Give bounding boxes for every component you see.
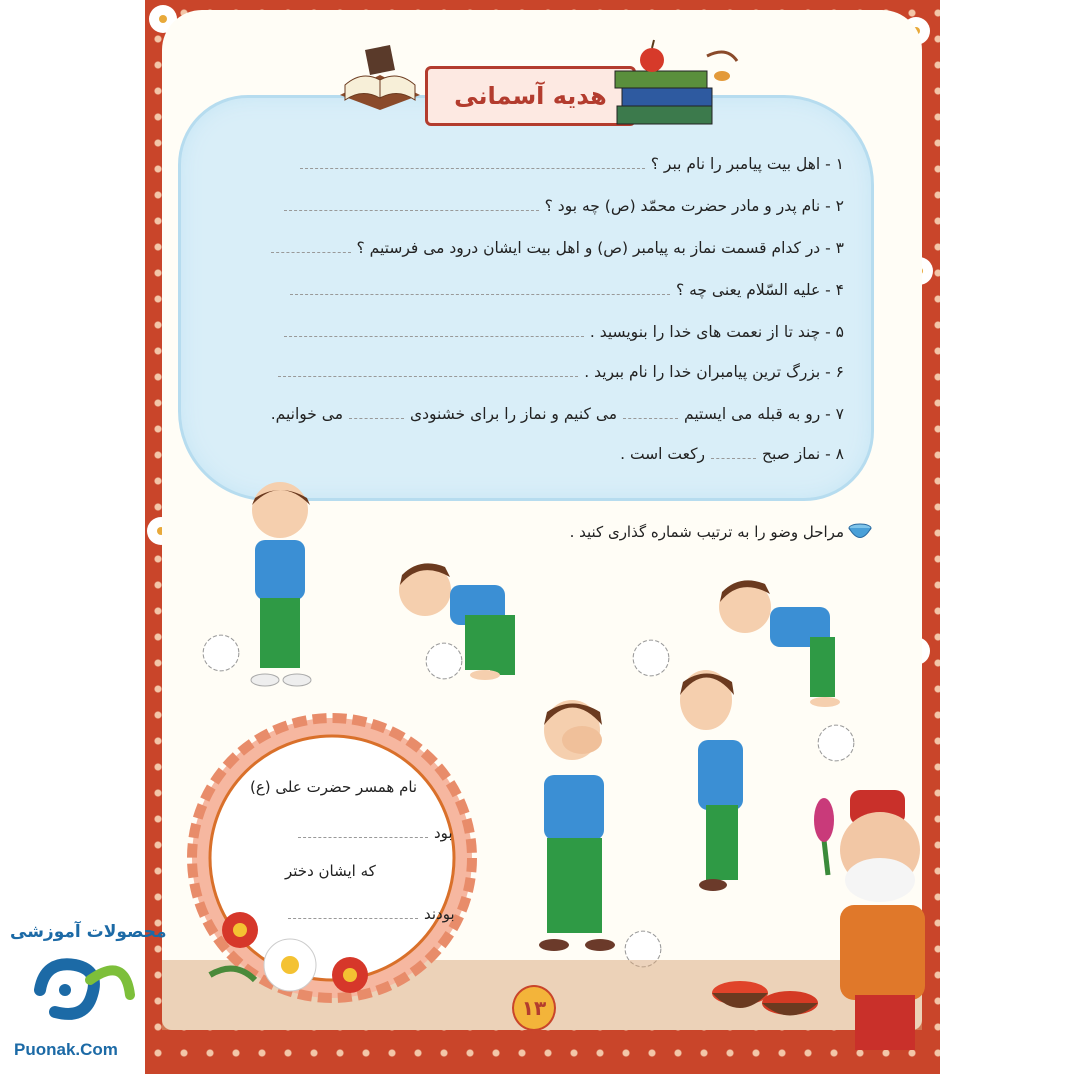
number-bubble[interactable] bbox=[815, 722, 857, 764]
question-text: ۶ - بزرگ ترین پیامبران خدا را نام ببرید . bbox=[584, 363, 844, 381]
question-4 bbox=[284, 281, 844, 299]
answer-line[interactable] bbox=[284, 335, 584, 337]
question-text: ۴ - علیه السّلام یعنی چه ؟ bbox=[675, 281, 844, 299]
answer-blank[interactable] bbox=[349, 417, 404, 419]
page-number: ۱۳ bbox=[512, 985, 556, 1031]
question-text: ۸ - نماز صبح bbox=[761, 445, 844, 463]
question-1 bbox=[294, 155, 844, 173]
question-2 bbox=[278, 197, 844, 215]
question-8 bbox=[620, 445, 844, 463]
page-title: هدیه آسمانی bbox=[454, 82, 607, 110]
spice-bowls-icon bbox=[710, 968, 820, 1028]
answer-line[interactable] bbox=[284, 209, 539, 211]
question-text: ۳ - در کدام قسمت نماز به پیامبر (ص) و اهل بیت ایشان درود می فرستیم ؟ bbox=[356, 239, 844, 257]
question-text: می خوانیم. bbox=[270, 405, 344, 423]
boy-washing-feet-illustration bbox=[390, 555, 540, 685]
question-text: ۷ - رو به قبله می ایستیم bbox=[684, 405, 844, 423]
answer-line[interactable] bbox=[271, 251, 351, 253]
haji-firuz-character-illustration bbox=[800, 785, 940, 1065]
number-bubble[interactable] bbox=[423, 640, 465, 682]
question-6 bbox=[272, 363, 844, 381]
question-7 bbox=[271, 405, 844, 423]
brand-tagline: محصولات آموزشی bbox=[10, 922, 167, 942]
question-text: رکعت است . bbox=[620, 445, 705, 463]
boy-washing-face-illustration bbox=[522, 690, 632, 970]
question-text: ۱ - اهل بیت پیامبر را نام ببر ؟ bbox=[650, 155, 844, 173]
boy-wiping-head-illustration bbox=[668, 660, 758, 895]
number-bubble[interactable] bbox=[200, 632, 242, 674]
question-text: می کنیم و نماز را برای خشنودی bbox=[410, 405, 618, 423]
books-icon bbox=[612, 36, 742, 131]
title-banner bbox=[425, 66, 636, 126]
wreath-line-1: نام همسر حضرت علی (ع) bbox=[250, 778, 418, 796]
wreath-line-3: که ایشان دختر bbox=[285, 862, 376, 880]
wreath-line-2 bbox=[292, 824, 453, 842]
wreath-text: بودند bbox=[424, 905, 455, 923]
question-text: ۵ - چند تا از نعمت های خدا را بنویسید . bbox=[589, 323, 844, 341]
answer-line[interactable] bbox=[278, 375, 578, 377]
flowers-icon bbox=[205, 905, 380, 1015]
wreath-text: بود bbox=[434, 824, 453, 842]
number-bubble[interactable] bbox=[630, 637, 672, 679]
water-bowl-icon bbox=[848, 521, 872, 543]
question-3 bbox=[265, 239, 844, 257]
answer-blank[interactable] bbox=[711, 457, 756, 459]
instruction-text: مراحل وضو را به ترتیب شماره گذاری کنید . bbox=[569, 523, 844, 541]
answer-blank[interactable] bbox=[298, 836, 428, 838]
quran-icon bbox=[335, 40, 425, 115]
answer-blank[interactable] bbox=[623, 417, 678, 419]
brand-url[interactable]: Puonak.Com bbox=[14, 1040, 118, 1059]
answer-line[interactable] bbox=[300, 167, 645, 169]
question-5 bbox=[278, 323, 844, 341]
question-text: ۲ - نام پدر و مادر حضرت محمّد (ص) چه بود ؟ bbox=[544, 197, 844, 215]
answer-line[interactable] bbox=[290, 293, 670, 295]
puonak-logo bbox=[30, 950, 140, 1025]
